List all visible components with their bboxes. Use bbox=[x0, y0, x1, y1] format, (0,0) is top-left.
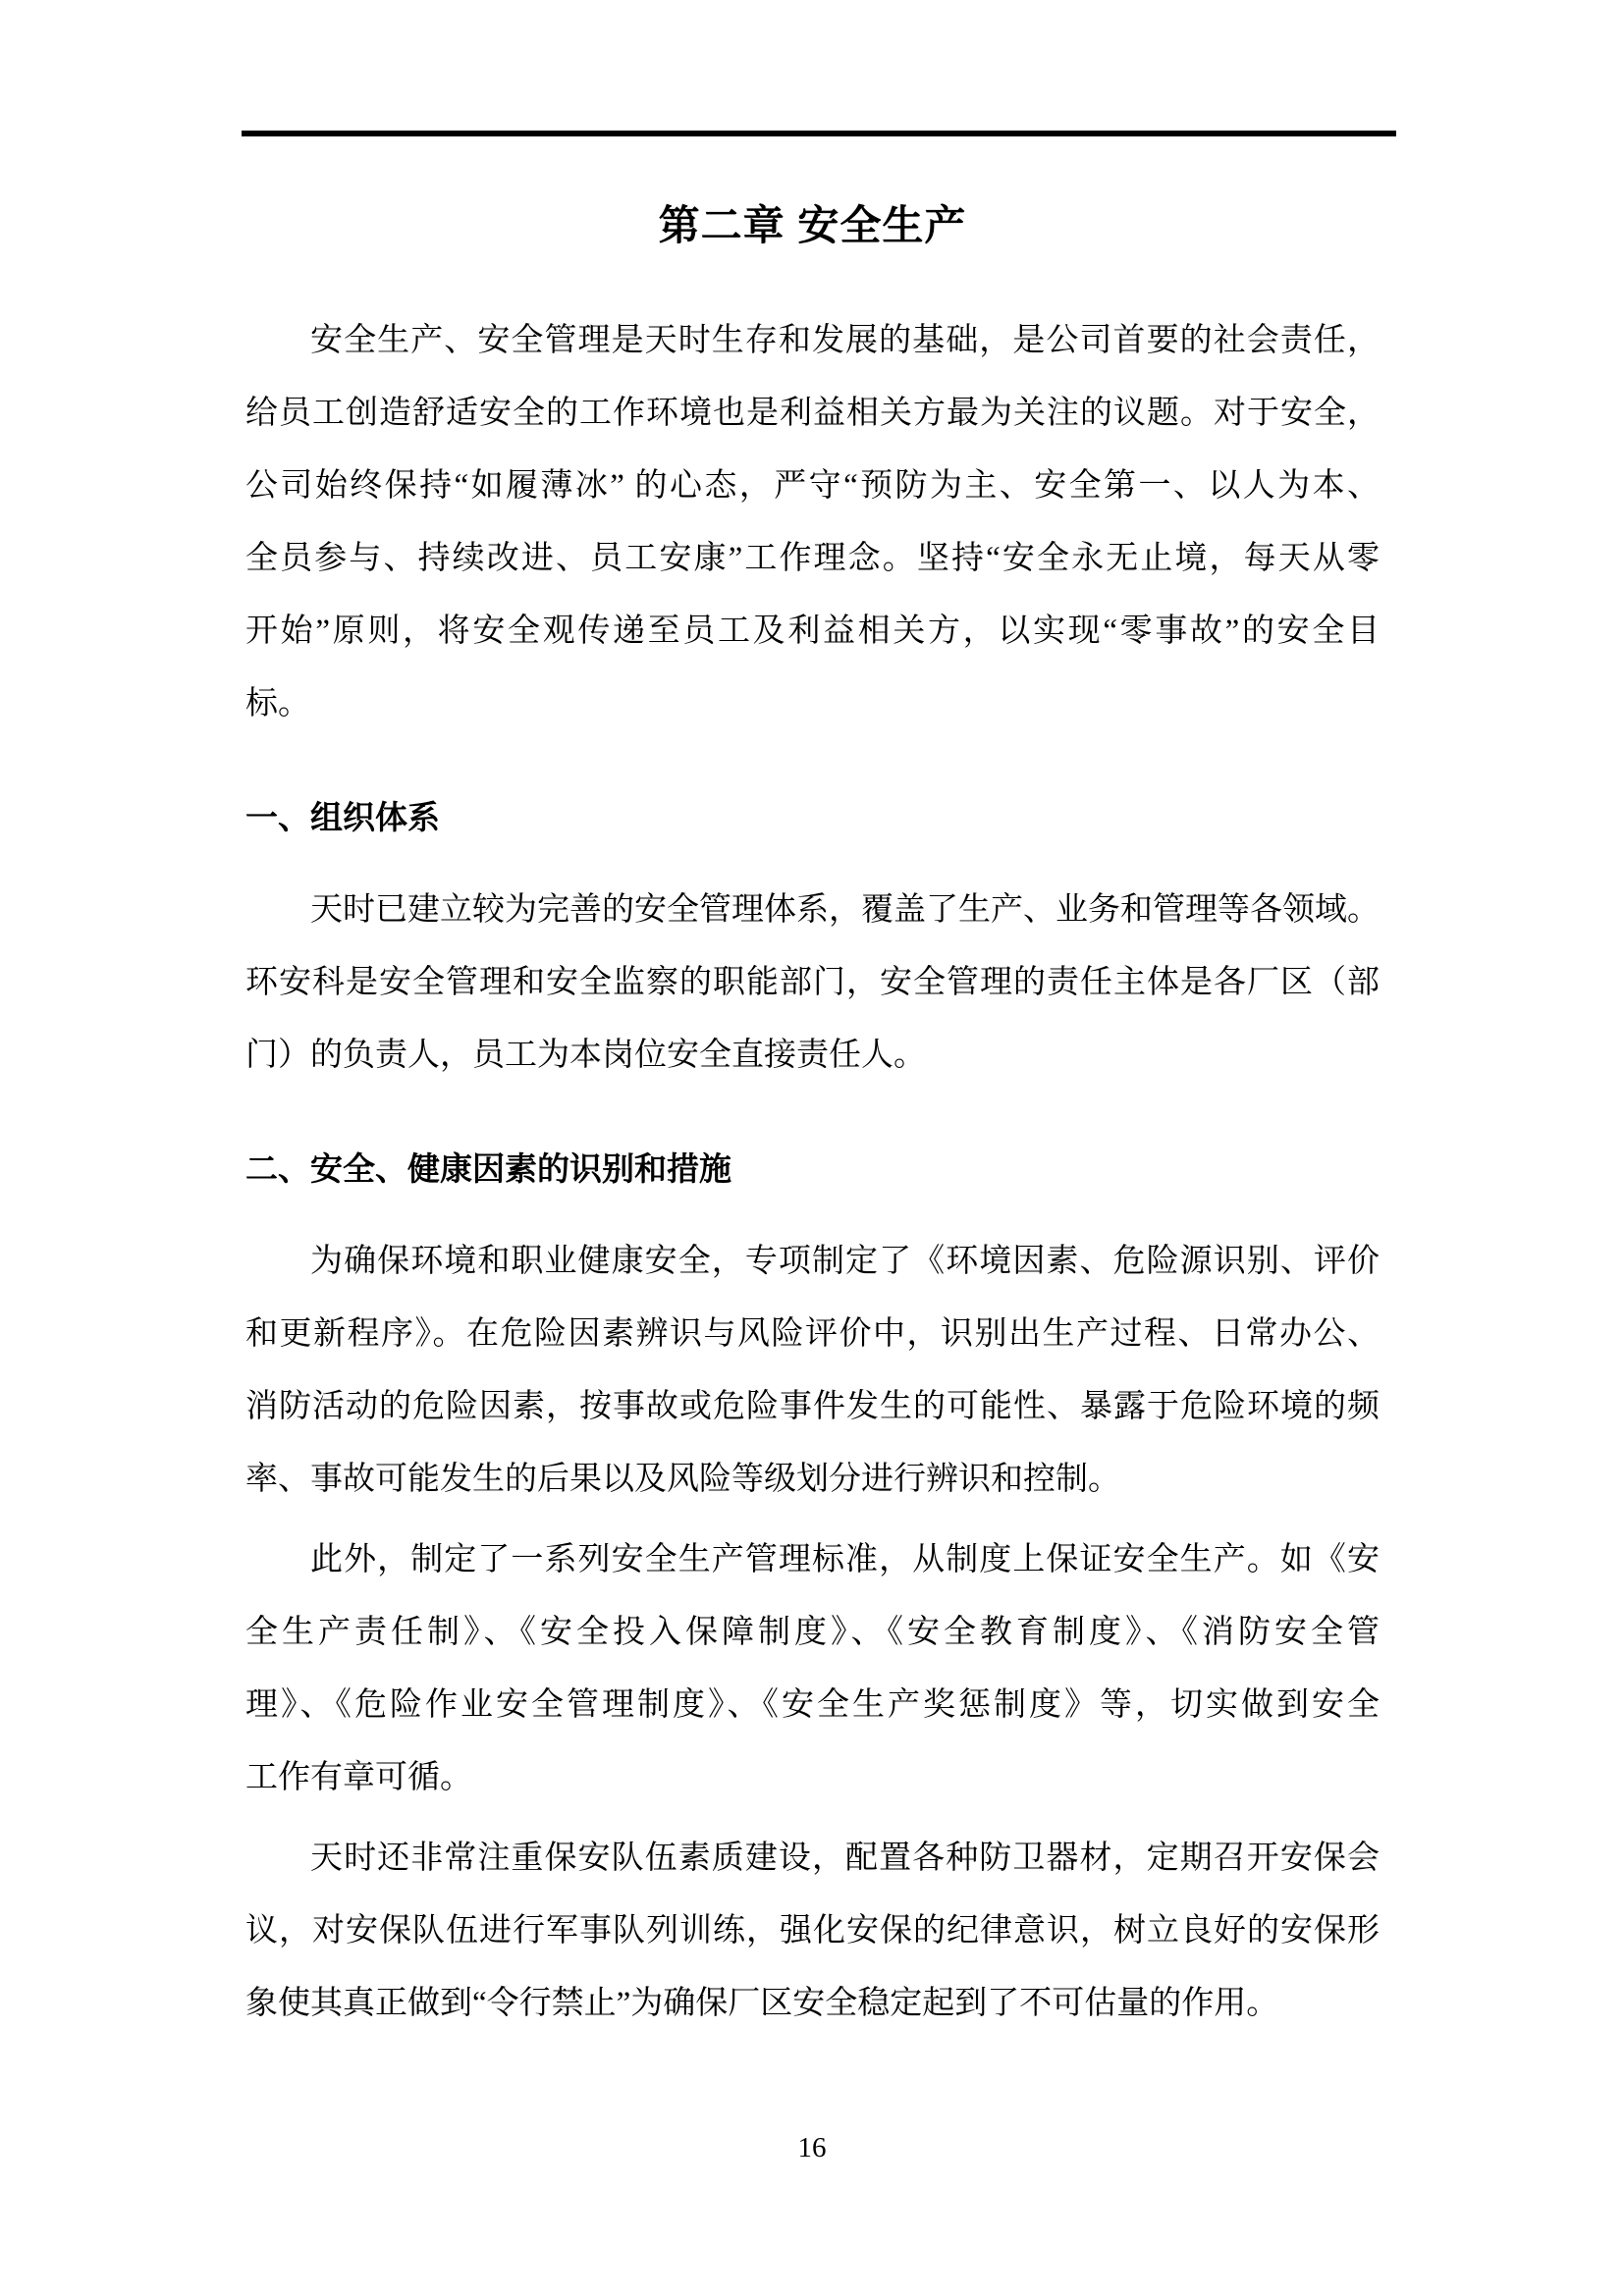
paragraph-line: 理》、《危险作业安全管理制度》、《安全生产奖惩制度》等，切实做到安全 bbox=[245, 1687, 1380, 1723]
paragraph-line: 开始”原则，将安全观传递至员工及利益相关方，以实现“零事故”的安全目 bbox=[245, 614, 1380, 649]
paragraph-line: 标。 bbox=[245, 686, 310, 721]
paragraph-line: 工作有章可循。 bbox=[245, 1760, 472, 1795]
document-body bbox=[245, 304, 1380, 2040]
page-number: 16 bbox=[797, 2132, 827, 2163]
section-heading: 一、组织体系 bbox=[245, 799, 440, 835]
paragraph-line: 和更新程序》。在危险因素辨识与风险评价中，识别出生产过程、日常办公、 bbox=[245, 1316, 1380, 1352]
paragraph-line: 为确保环境和职业健康安全，专项制定了《环境因素、危险源识别、评价 bbox=[310, 1244, 1380, 1279]
paragraph bbox=[245, 1822, 1380, 2040]
paragraph-line: 此外，制定了一系列安全生产管理标准，从制度上保证安全生产。如《安 bbox=[310, 1542, 1380, 1577]
paragraph bbox=[245, 874, 1380, 1092]
paragraph-line: 率、事故可能发生的后果以及风险等级划分进行辨识和控制。 bbox=[245, 1462, 1120, 1497]
paragraph bbox=[245, 1225, 1380, 1516]
paragraph-line: 天时已建立较为完善的安全管理体系，覆盖了生产、业务和管理等各领域。 bbox=[310, 892, 1380, 928]
paragraph bbox=[245, 304, 1380, 740]
section-heading: 二、安全、健康因素的识别和措施 bbox=[245, 1150, 731, 1187]
chapter-title: 第二章 安全生产 bbox=[658, 202, 967, 248]
paragraph-line: 安全生产、安全管理是天时生存和发展的基础，是公司首要的社会责任， bbox=[310, 323, 1380, 358]
paragraph-line: 给员工创造舒适安全的工作环境也是利益相关方最为关注的议题。对于安全， bbox=[245, 396, 1380, 431]
paragraph bbox=[245, 1523, 1380, 1814]
paragraph-line: 议，对安保队伍进行军事队列训练，强化安保的纪律意识，树立良好的安保形 bbox=[245, 1913, 1380, 1949]
paragraph-line: 天时还非常注重保安队伍素质建设，配置各种防卫器材，定期召开安保会 bbox=[310, 1841, 1380, 1876]
paragraph-line: 全员参与、持续改进、员工安康”工作理念。坚持“安全永无止境，每天从零 bbox=[245, 541, 1380, 576]
paragraph-line: 门）的负责人，员工为本岗位安全直接责任人。 bbox=[245, 1038, 926, 1073]
paragraph-line: 环安科是安全管理和安全监察的职能部门，安全管理的责任主体是各厂区（部 bbox=[245, 965, 1380, 1000]
paragraph-line: 全生产责任制》、《安全投入保障制度》、《安全教育制度》、《消防安全管 bbox=[245, 1615, 1380, 1650]
paragraph-line: 消防活动的危险因素，按事故或危险事件发生的可能性、暴露于危险环境的频 bbox=[245, 1389, 1380, 1424]
document-content bbox=[245, 0, 1380, 2040]
paragraph-line: 象使其真正做到“令行禁止”为确保厂区安全稳定起到了不可估量的作用。 bbox=[245, 1986, 1279, 2021]
paragraph-line: 公司始终保持“如履薄冰” 的心态，严守“预防为主、安全第一、以人为本、 bbox=[245, 468, 1380, 504]
